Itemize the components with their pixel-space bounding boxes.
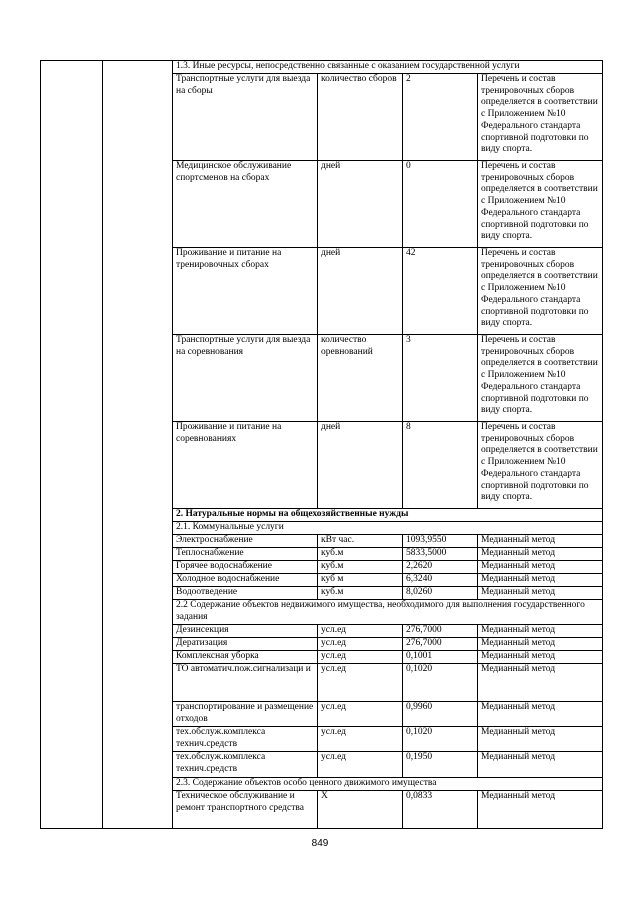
left-col-2 <box>103 61 173 829</box>
value-cell: 276,7000 <box>403 638 478 651</box>
value-cell: 276,7000 <box>403 625 478 638</box>
method-cell: Медианный метод <box>478 664 603 702</box>
value-cell: 0,1001 <box>403 651 478 664</box>
section-title: 2.1. Коммунальные услуги <box>173 522 603 535</box>
item-name-cell: Дератизация <box>173 638 318 651</box>
method-cell: Медианный метод <box>478 548 603 561</box>
item-name-cell: Водоотведение <box>173 587 318 600</box>
value-cell: 0,9960 <box>403 702 478 727</box>
method-cell: Перечень и состав тренировочных сборов определяется в соответствии с Приложением №10 Федерального стандарта спортивной подготовки по виду спорта. <box>478 335 603 422</box>
method-cell: Медианный метод <box>478 587 603 600</box>
section-title: 2. Натуральные нормы на общехозяйственные нужды <box>173 509 603 522</box>
section-title: 1.3. Иные ресурсы, непосредственно связанные с оказанием государственной услуги <box>173 61 603 74</box>
item-name-cell: Техническое обслуживание и ремонт транспортного средства <box>173 791 318 829</box>
unit-cell: куб.м <box>318 561 403 574</box>
unit-cell: куб м <box>318 574 403 587</box>
method-cell: Перечень и состав тренировочных сборов определяется в соответствии с Приложением №10 Федерального стандарта спортивной подготовки по виду спорта. <box>478 248 603 335</box>
unit-cell: дней <box>318 422 403 509</box>
unit-cell: усл.ед <box>318 727 403 752</box>
unit-cell: Х <box>318 791 403 829</box>
unit-cell: кВт час. <box>318 535 403 548</box>
item-name-cell: Проживание и питание на тренировочных сборах <box>173 248 318 335</box>
method-cell: Перечень и состав тренировочных сборов определяется в соответствии с Приложением №10 Федерального стандарта спортивной подготовки по виду спорта. <box>478 422 603 509</box>
method-cell: Медианный метод <box>478 561 603 574</box>
value-cell: 8 <box>403 422 478 509</box>
unit-cell: куб.м <box>318 587 403 600</box>
value-cell: 1093,9550 <box>403 535 478 548</box>
method-cell: Медианный метод <box>478 791 603 829</box>
unit-cell: усл.ед <box>318 702 403 727</box>
page-number: 849 <box>311 838 329 849</box>
item-name-cell: Транспортные услуги для выезда на сборы <box>173 74 318 161</box>
item-name-cell: Теплоснабжение <box>173 548 318 561</box>
norms-table <box>40 60 603 829</box>
method-cell: Медианный метод <box>478 574 603 587</box>
item-name-cell: Транспортные услуги для выезда на соревнования <box>173 335 318 422</box>
unit-cell: усл.ед <box>318 752 403 778</box>
section-title: 2.2 Содержание объектов недвижимого имущества, необходимого для выполнения государственного задания <box>173 600 603 625</box>
method-cell: Перечень и состав тренировочных сборов определяется в соответствии с Приложением №10 Федерального стандарта спортивной подготовки по виду спорта. <box>478 74 603 161</box>
item-name-cell: Холодное водоснабжение <box>173 574 318 587</box>
item-name-cell: тех.обслуж.комплекса технич.средств <box>173 752 318 778</box>
value-cell: 8,0260 <box>403 587 478 600</box>
unit-cell: куб.м <box>318 548 403 561</box>
method-cell: Перечень и состав тренировочных сборов определяется в соответствии с Приложением №10 Федерального стандарта спортивной подготовки по виду спорта. <box>478 161 603 248</box>
method-cell: Медианный метод <box>478 752 603 778</box>
unit-cell: дней <box>318 248 403 335</box>
item-name-cell: Электроснабжение <box>173 535 318 548</box>
section-header-row <box>41 61 603 74</box>
value-cell: 6,3240 <box>403 574 478 587</box>
value-cell: 0,0833 <box>403 791 478 829</box>
unit-cell: усл.ед <box>318 625 403 638</box>
value-cell: 5833,5000 <box>403 548 478 561</box>
item-name-cell: ТО автоматич.пож.сигнализаци и <box>173 664 318 702</box>
unit-cell: количество сборов <box>318 74 403 161</box>
item-name-cell: Проживание и питание на соревнованиях <box>173 422 318 509</box>
method-cell: Медианный метод <box>478 702 603 727</box>
value-cell: 0,1020 <box>403 727 478 752</box>
value-cell: 2,2620 <box>403 561 478 574</box>
method-cell: Медианный метод <box>478 625 603 638</box>
item-name-cell: Дезинсекция <box>173 625 318 638</box>
section-title: 2.3. Содержание объектов особо ценного движимого имущества <box>173 778 603 791</box>
method-cell: Медианный метод <box>478 651 603 664</box>
unit-cell: дней <box>318 161 403 248</box>
value-cell: 42 <box>403 248 478 335</box>
item-name-cell: Медицинское обслуживание спортсменов на сборах <box>173 161 318 248</box>
unit-cell: усл.ед <box>318 638 403 651</box>
method-cell: Медианный метод <box>478 727 603 752</box>
left-col-1 <box>41 61 103 829</box>
item-name-cell: тех.обслуж.комплекса технич.средств <box>173 727 318 752</box>
item-name-cell: транспортирование и размещение отходов <box>173 702 318 727</box>
value-cell: 0,1950 <box>403 752 478 778</box>
method-cell: Медианный метод <box>478 535 603 548</box>
method-cell: Медианный метод <box>478 638 603 651</box>
value-cell: 2 <box>403 74 478 161</box>
unit-cell: усл.ед <box>318 664 403 702</box>
value-cell: 0 <box>403 161 478 248</box>
unit-cell: усл.ед <box>318 651 403 664</box>
item-name-cell: Комплексная уборка <box>173 651 318 664</box>
unit-cell: количество оревнований <box>318 335 403 422</box>
value-cell: 3 <box>403 335 478 422</box>
value-cell: 0,1020 <box>403 664 478 702</box>
item-name-cell: Горячее водоснабжение <box>173 561 318 574</box>
